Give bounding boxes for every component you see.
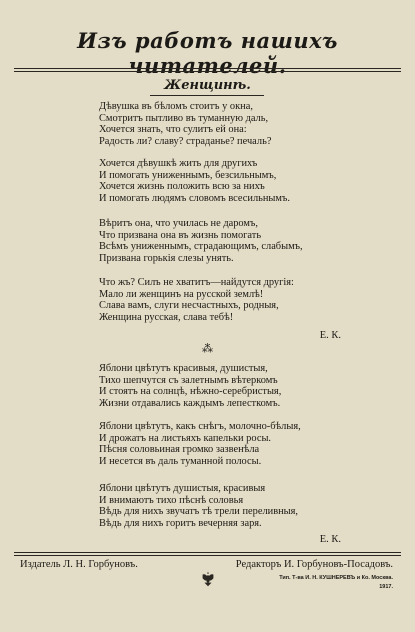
poem2-stanza-2 <box>99 421 359 467</box>
poem1-stanza-3 <box>99 218 359 264</box>
printer-imprint-line: Тип. Т-ва И. Н. КУШНЕРЕВЪ и Ко. Москва. <box>279 575 393 581</box>
verse-line: Женщина русская, слава тебѣ! <box>99 311 234 323</box>
poem-title-underline <box>150 95 264 96</box>
footer-rule-thin <box>14 552 401 553</box>
verse-line: Мало ли женщинъ на русской землѣ! <box>99 288 264 300</box>
poem2-signature: Е. К. <box>319 534 341 545</box>
verse-line: И внимаютъ тихо пѣснѣ соловья <box>99 494 244 506</box>
verse-line: Пѣсня соловьиная громко зазвенѣла <box>99 444 260 456</box>
verse-line: Хочется знать, что сулитъ ей она: <box>99 124 247 136</box>
poem-title: Женщинѣ. <box>164 78 251 93</box>
verse-line: Вѣдь для нихъ горитъ вечерняя заря. <box>99 517 262 529</box>
verse-line: Яблони цвѣтутъ душистыя, красивыя <box>99 483 266 494</box>
publisher-credit: Издатель Л. Н. Горбуновъ. <box>20 559 138 570</box>
poem2-stanza-1 <box>99 363 359 409</box>
verse-line: И несется въ даль туманной полосы. <box>99 455 262 467</box>
verse-line: И помогать униженнымъ, безсильнымъ, <box>99 169 277 181</box>
verse-line: Вѣритъ она, что училась не даромъ, <box>99 218 258 229</box>
verse-line: И дрожатъ на листьяхъ капельки росы. <box>99 432 272 444</box>
header-rule-thin <box>14 71 401 72</box>
verse-line: Яблони цвѣтутъ, какъ снѣгъ, молочно-бѣлыя, <box>99 421 301 432</box>
verse-line: Жизни отдавались каждымъ лепесткомъ. <box>99 397 281 409</box>
poem2-stanza-3 <box>99 483 359 529</box>
verse-line: Всѣмъ униженнымъ, страдающимъ, слабымъ, <box>99 241 303 253</box>
verse-line: Дѣвушка въ бѣломъ стоитъ у окна, <box>99 101 253 112</box>
poem1-stanza-4 <box>99 277 359 323</box>
verse-line: Вѣдь для нихъ звучатъ тѣ трели переливныя, <box>99 506 299 518</box>
printer-imprint-year: 1917. <box>379 584 393 590</box>
page-header-title: Изъ работъ нашихъ читателей. <box>77 28 338 78</box>
verse-line: Хочется жизнь положить всю за нихъ <box>99 181 265 193</box>
poem1-signature: Е. К. <box>319 330 341 341</box>
header-rule-thick <box>14 68 401 69</box>
footer-rule-thick <box>14 555 401 556</box>
section-asterism: ⁂ <box>202 342 213 355</box>
poem1-stanza-1 <box>99 101 359 147</box>
verse-line: Призвана горькія слезы унять. <box>99 252 234 264</box>
verse-line: Радость ли? славу? страданье? печаль? <box>99 135 272 147</box>
double-eagle-emblem-icon <box>199 570 217 588</box>
verse-line: И помогать людямъ словомъ всесильнымъ. <box>99 192 290 204</box>
verse-line: Смотритъ пытливо въ туманную даль, <box>99 112 269 124</box>
editor-credit: Редакторъ И. Горбуновъ-Посадовъ. <box>235 559 393 570</box>
poem1-stanza-2 <box>99 158 359 204</box>
verse-line: Что призвана она въ жизнь помогать <box>99 229 262 241</box>
verse-line: Яблони цвѣтутъ красивыя, душистыя, <box>99 363 268 374</box>
verse-line: Слава вамъ, слуги несчастныхъ, родныя, <box>99 300 279 312</box>
verse-line: Хочется дѣвушкѣ жить для другихъ <box>99 158 258 169</box>
verse-line: Что жъ? Силъ не хватитъ—найдутся другія: <box>99 277 294 288</box>
printer-imprint <box>279 574 393 592</box>
verse-line: Тихо шепчутся съ залетнымъ вѣтеркомъ <box>99 374 278 386</box>
verse-line: И стоятъ на солнцѣ, нѣжно-серебристыя, <box>99 386 282 398</box>
